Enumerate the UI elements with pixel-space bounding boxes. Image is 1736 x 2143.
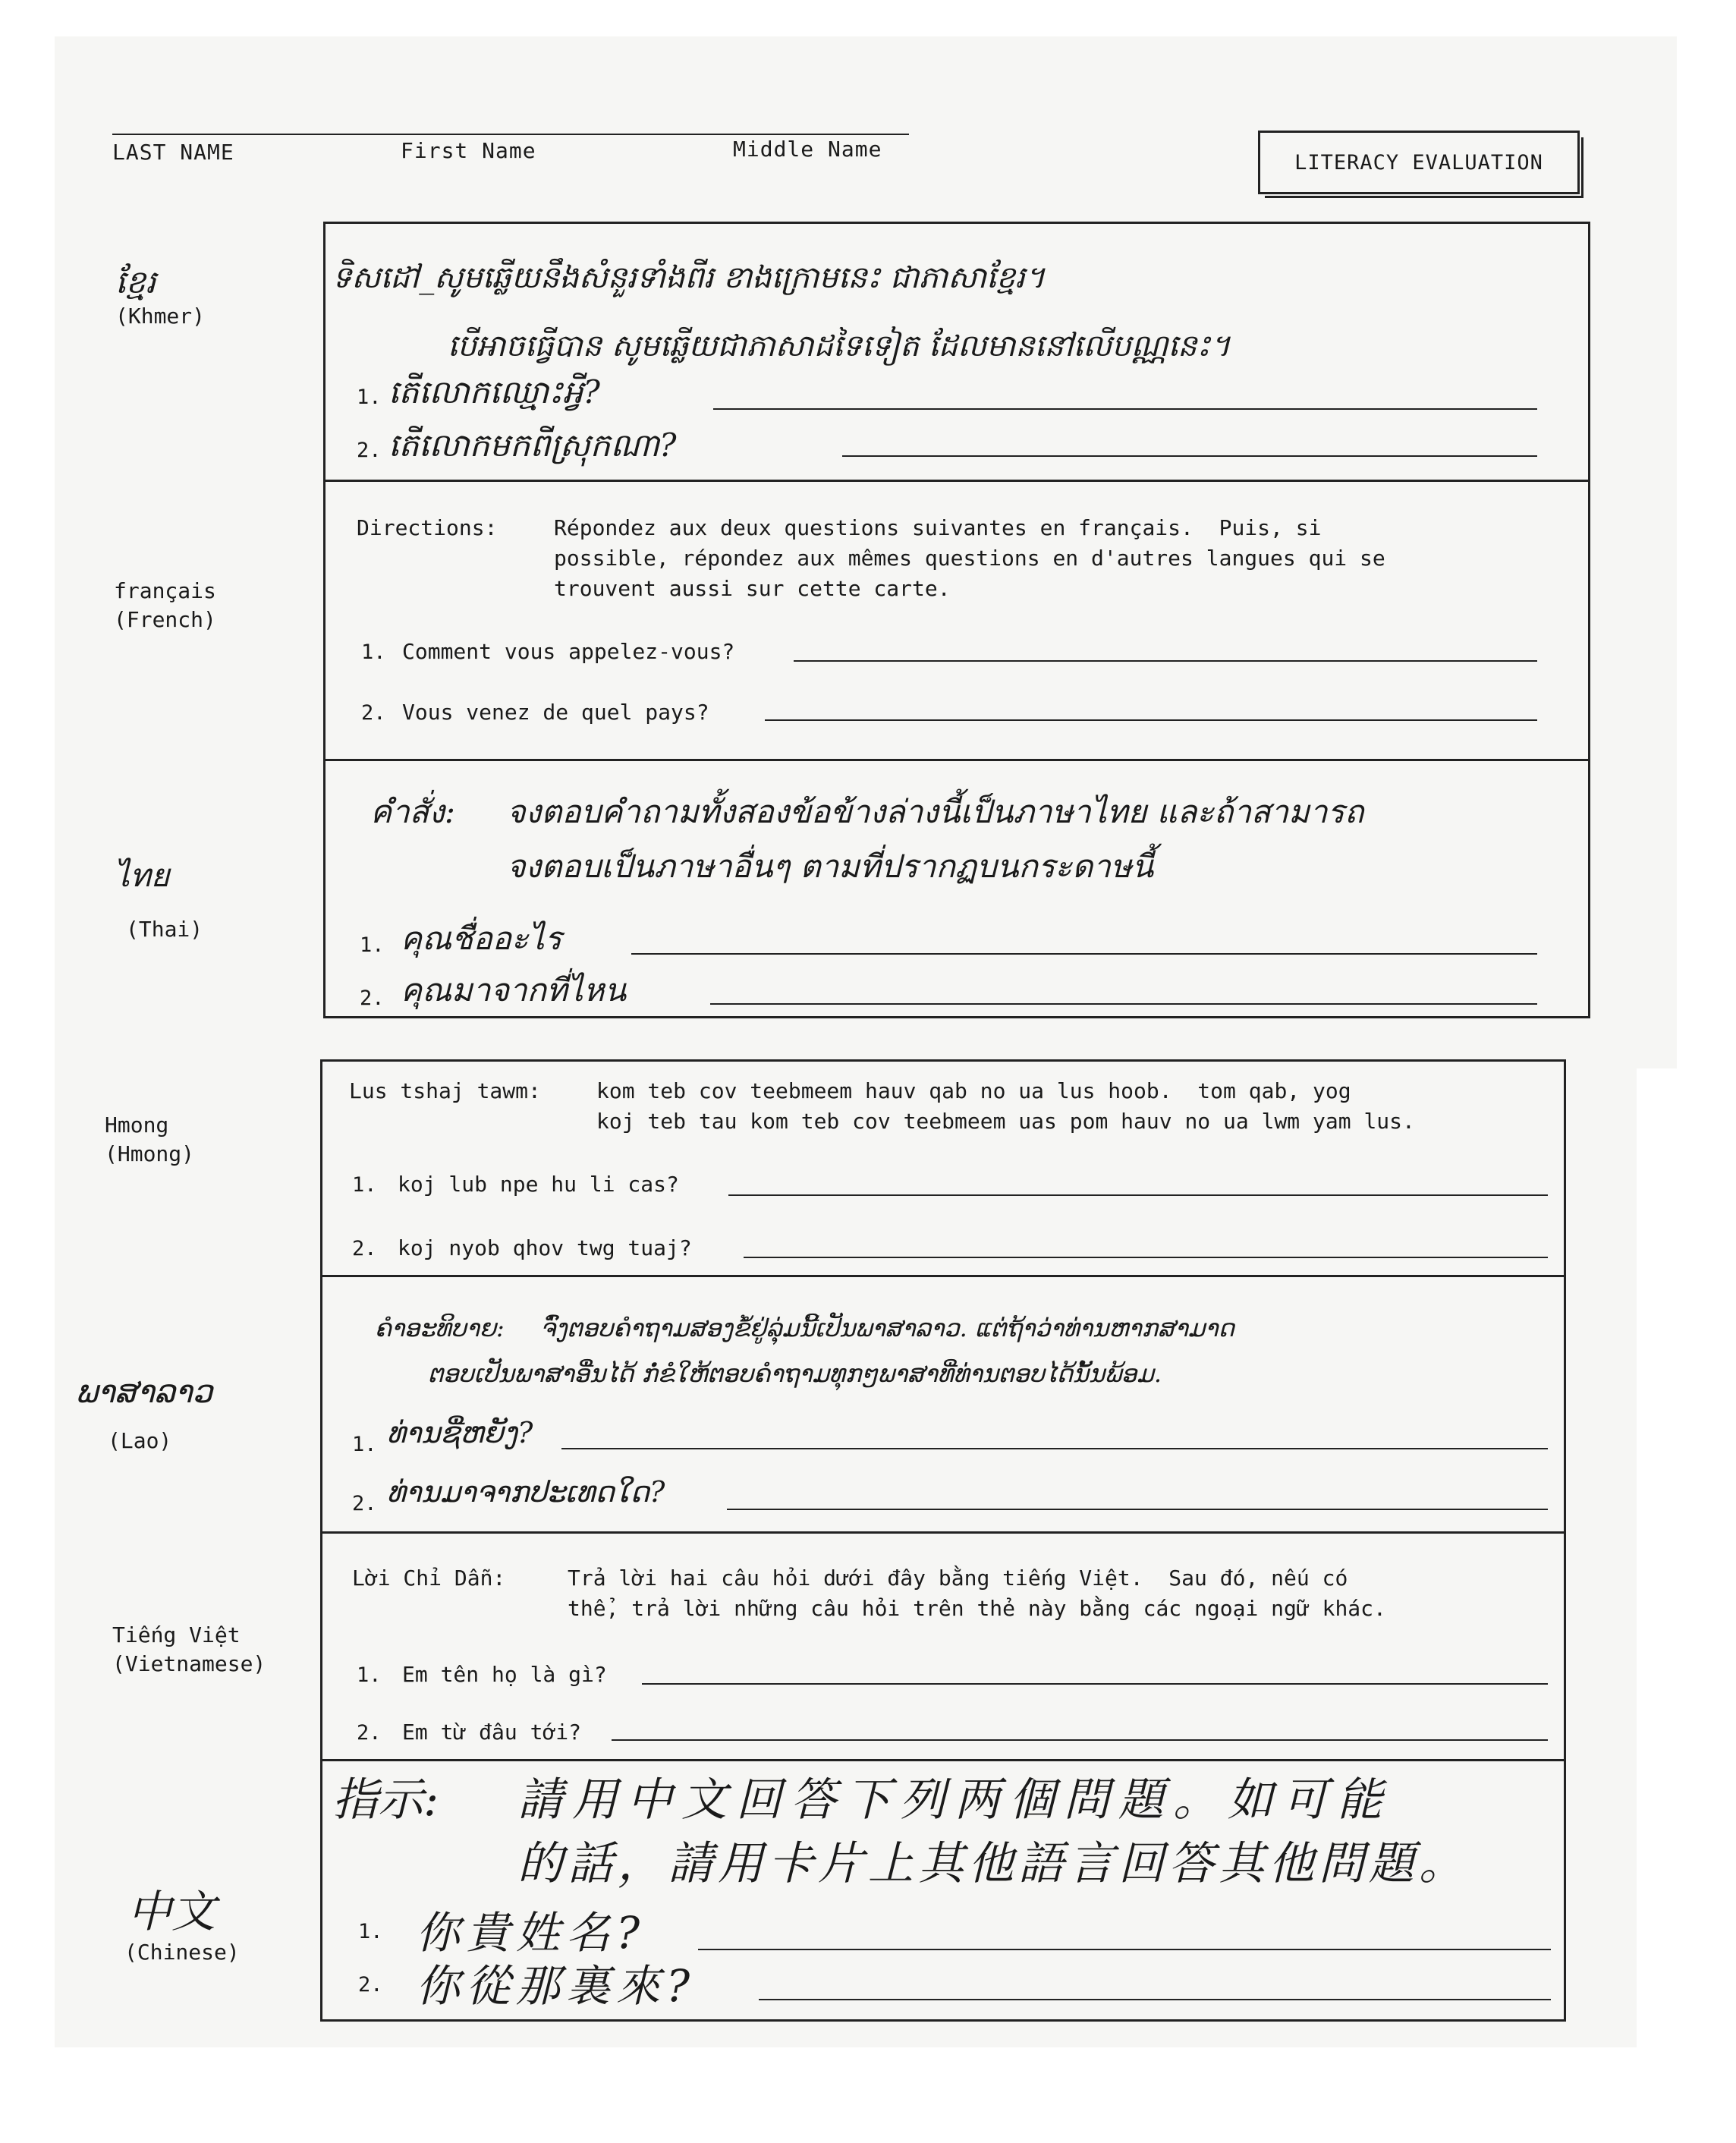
first-name-label: First Name <box>401 138 536 163</box>
french-q1-text: Comment vous appelez-vous? <box>402 639 735 664</box>
thai-q2-number: 2. <box>360 987 385 1010</box>
vietnamese-directions-line-1: Trả lời hai câu hỏi dưới đây bằng tiếng Việt. Sau đó, nếu có <box>568 1566 1348 1591</box>
chinese-english-label: (Chinese) <box>124 1940 240 1965</box>
lao-native-label: ພາສາລາວ <box>76 1373 213 1410</box>
hmong-q1-number: 1. <box>352 1173 377 1197</box>
french-native-label: français <box>114 578 216 603</box>
french-q2-text: Vous venez de quel pays? <box>402 700 709 725</box>
khmer-english-label: (Khmer) <box>115 304 206 329</box>
divider-hmong-lao <box>320 1275 1566 1277</box>
vietnamese-native-label: Tiếng Việt <box>112 1622 241 1647</box>
khmer-native-label: ខ្មែរ <box>115 263 156 301</box>
lao-q2-text: ທ່ານມາຈາກປະເທດໃດ? <box>387 1475 665 1509</box>
hmong-q1-text: koj lub npe hu li cas? <box>398 1172 679 1197</box>
hmong-directions-line-1: kom teb cov teebmeem hauv qab no ua lus hoob. tom qab, yog <box>596 1078 1351 1103</box>
chinese-section-label <box>124 1885 240 1967</box>
french-directions-label: Directions: <box>357 515 498 540</box>
khmer-q1-answer-line[interactable] <box>713 408 1537 410</box>
lao-section-label <box>76 1372 212 1455</box>
hmong-q2-text: koj nyob qhov twg tuaj? <box>398 1235 692 1260</box>
last-name-label: LAST NAME <box>112 140 234 165</box>
chinese-directions-line-1: 請用中文回答下列两個問題。如可能 <box>517 1773 1392 1827</box>
chinese-native-label: 中文 <box>127 1886 216 1937</box>
hmong-english-label: (Hmong) <box>105 1141 195 1166</box>
french-section-label <box>114 577 216 634</box>
thai-native-label: ไทย <box>114 857 170 894</box>
lao-english-label: (Lao) <box>108 1428 172 1453</box>
vietnamese-q2-text: Em từ đâu tới? <box>402 1720 582 1745</box>
vietnamese-directions-line-2: thể, trả lời những câu hỏi trên thẻ này bằng các ngoại ngữ khác. <box>568 1596 1386 1621</box>
divider-french-thai <box>323 759 1590 761</box>
khmer-q2-number: 2. <box>357 439 382 462</box>
literacy-evaluation-title: LITERACY EVALUATION <box>1294 150 1543 175</box>
hmong-directions-label: Lus tshaj tawm: <box>349 1078 541 1103</box>
khmer-directions-line-1: ទិសដៅ_សូមឆ្លើយនឹងសំនួរទាំងពីរ ខាងក្រោមនេះ ជាភាសាខ្មែរ។ <box>332 260 1046 295</box>
vietnamese-directions-label: Lời Chỉ Dẫn: <box>352 1566 506 1591</box>
vietnamese-q1-answer-line[interactable] <box>642 1683 1548 1685</box>
thai-directions-line-2: จงตอบเป็นภาษาอื่นๆ ตามที่ปรากฏบนกระดาษนี้ <box>507 848 1154 885</box>
french-english-label: (French) <box>114 607 216 632</box>
french-q2-answer-line[interactable] <box>765 719 1537 721</box>
hmong-q1-answer-line[interactable] <box>728 1194 1548 1196</box>
lao-q1-text: ທ່ານຊື່ຫຍັງ? <box>387 1416 533 1449</box>
thai-english-label: (Thai) <box>126 917 203 942</box>
hmong-q2-number: 2. <box>352 1237 377 1260</box>
vietnamese-section-label <box>112 1621 266 1679</box>
vietnamese-q1-text: Em tên họ là gì? <box>402 1662 607 1687</box>
lao-directions-line-1: ຈົ່ງຕອບຄຳຖາມສອງຂໍ້ຢູ່ລຸ່ມນີ້ເປັນພາສາລາວ. ແຕ່ຖ້າວ່າທ່ານຫາກສາມາດ <box>540 1314 1234 1342</box>
khmer-q1-text: តើលោកឈ្មោះអ្វី? <box>388 373 600 411</box>
chinese-q1-answer-line[interactable] <box>698 1949 1551 1950</box>
thai-q1-text: คุณชื่ออะไร <box>401 920 562 957</box>
chinese-q2-text: 你從那裏來? <box>416 1960 697 2012</box>
thai-section-label <box>114 856 203 944</box>
lao-q2-answer-line[interactable] <box>727 1509 1548 1510</box>
french-q2-number: 2. <box>361 701 386 725</box>
lao-directions-label: ຄຳອະທິບາຍ: <box>375 1314 505 1342</box>
chinese-q1-number: 1. <box>358 1920 383 1943</box>
lao-q2-number: 2. <box>352 1492 377 1515</box>
hmong-directions-line-2: koj teb tau kom teb cov teebmeem uas pom hauv no ua lwm yam lus. <box>596 1109 1415 1134</box>
literacy-evaluation-box <box>1258 131 1580 194</box>
divider-lao-vietnamese <box>320 1531 1566 1534</box>
french-directions-line-1: Répondez aux deux questions suivantes en français. Puis, si <box>554 515 1322 540</box>
lao-q1-answer-line[interactable] <box>561 1448 1548 1449</box>
lao-directions-line-2: ຕອບເປັນພາສາອື່ນໄດ້ ກໍ່ຂໍໃຫ້ຕອບຄຳຖາມທຸກໆພາສາທີ່ທ່ານຕອບໄດ້ນັ້ນພ້ອມ. <box>428 1359 1162 1388</box>
thai-q2-answer-line[interactable] <box>710 1003 1537 1005</box>
thai-q1-number: 1. <box>360 933 385 957</box>
vietnamese-q2-number: 2. <box>357 1721 382 1745</box>
khmer-q1-number: 1. <box>357 385 382 409</box>
thai-q2-text: คุณมาจากที่ไหน <box>401 971 627 1009</box>
chinese-directions-label: 指示: <box>332 1773 439 1827</box>
thai-directions-line-1: จงตอบคำถามทั้งสองข้อข้างล่างนี้เป็นภาษาไทย และถ้าสามารถ <box>507 793 1364 830</box>
chinese-q1-text: 你貴姓名? <box>416 1907 646 1959</box>
french-directions-line-3: trouvent aussi sur cette carte. <box>554 576 951 601</box>
thai-q1-answer-line[interactable] <box>631 953 1537 955</box>
chinese-q2-number: 2. <box>358 1973 383 1997</box>
khmer-section-label <box>115 263 205 331</box>
lao-q1-number: 1. <box>352 1433 377 1456</box>
divider-vietnamese-chinese <box>320 1759 1566 1761</box>
french-q1-number: 1. <box>361 640 386 664</box>
thai-directions-label: คำสั่ง: <box>370 793 455 830</box>
vietnamese-english-label: (Vietnamese) <box>112 1651 266 1676</box>
khmer-q2-answer-line[interactable] <box>842 455 1537 457</box>
name-rule <box>112 134 909 135</box>
khmer-q2-text: តើលោកមកពីស្រុកណា? <box>388 426 677 464</box>
vietnamese-q1-number: 1. <box>357 1663 382 1687</box>
middle-name-label: Middle Name <box>733 137 882 162</box>
divider-khmer-french <box>323 480 1590 482</box>
chinese-q2-answer-line[interactable] <box>759 1999 1551 2000</box>
french-directions-line-2: possible, répondez aux mêmes questions en d'autres langues qui se <box>554 546 1385 571</box>
hmong-native-label: Hmong <box>105 1112 169 1138</box>
french-q1-answer-line[interactable] <box>794 660 1537 662</box>
hmong-section-label <box>105 1111 194 1169</box>
hmong-q2-answer-line[interactable] <box>744 1257 1548 1258</box>
khmer-directions-line-2: បើអាចធ្វើបាន សូមឆ្លើយជាភាសាដទៃទៀត ដែលមាននៅលើបណ្ណនេះ។ <box>448 329 1231 363</box>
vietnamese-q2-answer-line[interactable] <box>612 1739 1548 1741</box>
chinese-directions-line-2: 的話，請用卡片上其他語言回答其他問題。 <box>517 1837 1469 1890</box>
